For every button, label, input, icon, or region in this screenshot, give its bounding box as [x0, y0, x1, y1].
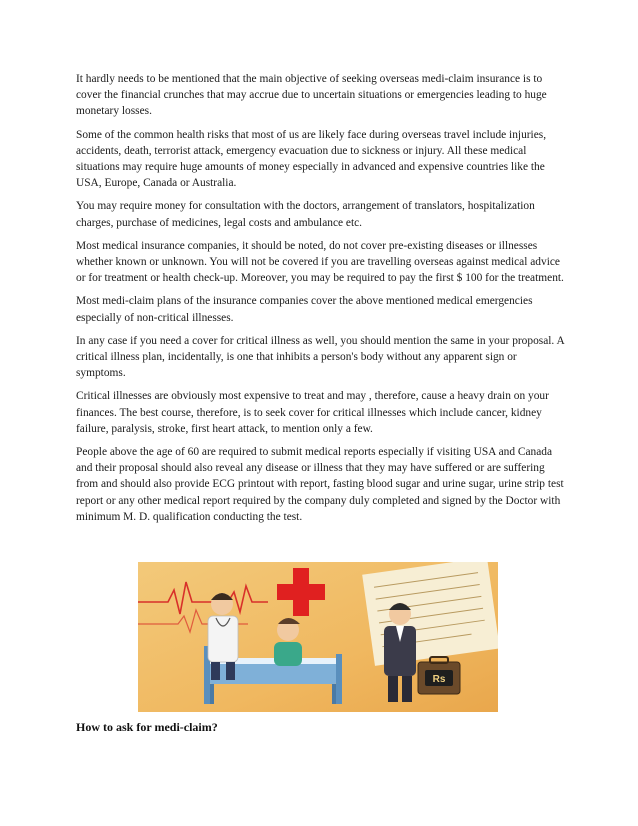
paragraph-4: Most medical insurance companies, it should be noted, do not cover pre-existing diseases or illnesses whether known or unknown. You will not be covered if you are travelling overseas against medical advice or for treatment or health check-up. Moreover, you may be required to pay the first $ 100 for the treatment. [76, 239, 564, 285]
body-text [76, 71, 566, 532]
paragraph-6: In any case if you need a cover for critical illness as well, you should mention the same in your proposal. A critical illness plan, incidentally, is one that inhibits a person's body without any apparent sign or symptoms. [76, 334, 565, 380]
paragraph-5: Most medi-claim plans of the insurance companies cover the above mentioned medical emergencies especially of non-critical illnesses. [76, 295, 533, 324]
insurance-form-icon [362, 562, 498, 666]
rupee-badge-text: Rs [432, 674, 446, 685]
paragraph-3: You may require money for consultation with the doctors, arrangement of translators, hospitalization charges, purchase of medicines, legal costs and ambulance etc. [76, 200, 535, 229]
medical-insurance-illustration [138, 562, 498, 712]
paragraph-2: Some of the common health risks that most of us are likely face during overseas travel include injuries, accidents, death, terrorist attack, emergency evacuation due to sickness or injury. All these medical situations may require huge amounts of money especially in advanced and expensive countries like the USA, Europe, Canada or Australia. [76, 128, 547, 190]
paragraph-1: It hardly needs to be mentioned that the main objective of seeking overseas medi-claim insurance is to cover the financial crunches that may accrue due to uncertain situations or emergencies leading to huge monetary losses. [76, 73, 547, 118]
rupee-briefcase-icon [418, 657, 460, 694]
paragraph-8: People above the age of 60 are required to submit medical reports especially if visiting USA and Canada and their proposal should also reveal any disease or illness that they may have suffered or are suffering from and should also provide ECG printout with report, fasting blood sugar and urine sugar, urine strip test report or any other medical report required by the company duly completed and signed by the Doctor with minimum M. D. qualification conducting the test. [76, 446, 564, 523]
section-heading: How to ask for medi-claim? [76, 720, 218, 734]
paragraph-7: Critical illnesses are obviously most expensive to treat and may , therefore, cause a heavy drain on your finances. The best course, therefore, is to seek cover for critical illnesses which include cancer, kidney failure, paralysis, stroke, first heart attack, to mention only a few. [76, 390, 549, 435]
